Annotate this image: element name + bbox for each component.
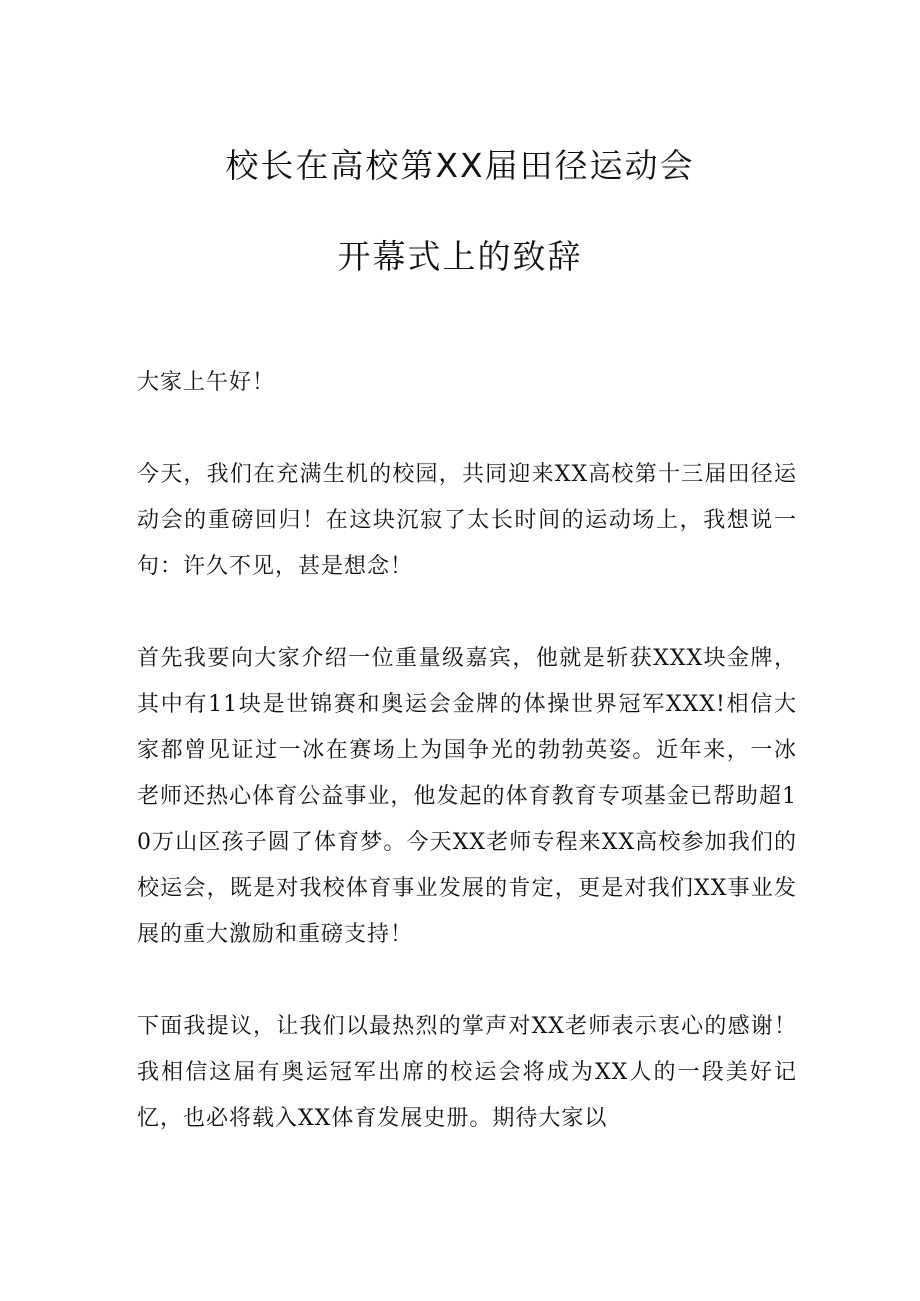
greeting-paragraph: 大家上午好！ <box>137 370 276 395</box>
guest-introduction-paragraph: 首先我要向大家介绍一位重量级嘉宾，他就是斩获XXX块金牌，其中有11块是世锦赛和奥运会金牌的体操世界冠军XXX!相信大家都曾见证过一冰在赛场上为国争光的勃勃英姿。近年来，一冰老师还热心体育公益事业，他发起的体育教育专项基金已帮助超10万山区孩子圆了体育梦。今天XX老师专程来XX高校参加我们的校运会，既是对我校体育事业发展的肯定，更是对我们XX事业发展的重大激励和重磅支持！ <box>137 646 797 947</box>
document-body <box>137 360 797 1142</box>
document-title-line-1: 校长在高校第XX届田径运动会 <box>225 146 695 185</box>
document-title-line-2: 开幕式上的致辞 <box>337 237 583 276</box>
opening-paragraph: 今天，我们在充满生机的校园，共同迎来XX高校第十三届田径运动会的重磅回归！在这块沉寂了太长时间的运动场上，我想说一句：许久不见，甚是想念！ <box>137 462 797 579</box>
thanks-paragraph: 下面我提议，让我们以最热烈的掌声对XX老师表示衷心的感谢！我相信这届有奥运冠军出席的校运会将成为XX人的一段美好记忆，也必将载入XX体育发展史册。期待大家以 <box>137 1014 797 1131</box>
